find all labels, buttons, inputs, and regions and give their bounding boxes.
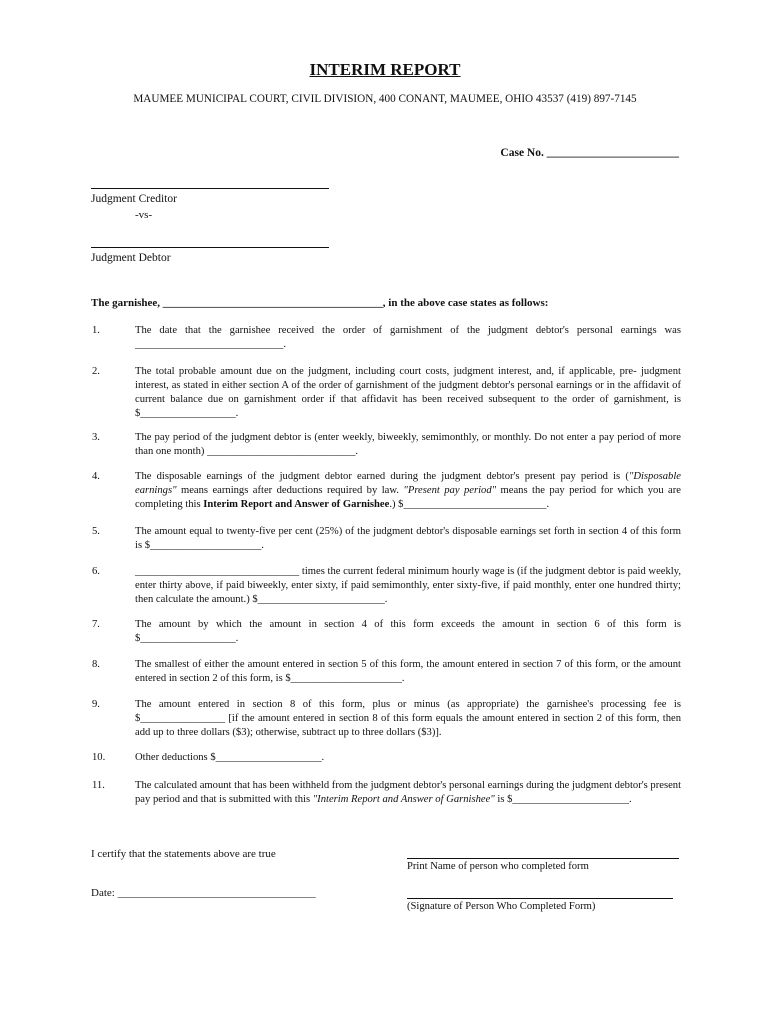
judgment-debtor-input-line[interactable] — [91, 247, 329, 248]
document-title: INTERIM REPORT — [309, 60, 461, 79]
item-text[interactable] — [135, 565, 681, 607]
item-number: 4. — [92, 471, 100, 482]
item-number: 11. — [92, 780, 105, 791]
judgment-creditor-input-line[interactable] — [91, 188, 329, 189]
item-text-segment: means the pay period for which you are completing this — [135, 485, 681, 510]
item-text[interactable] — [135, 431, 681, 459]
item-text-segment: Other deductions $____________________. — [135, 752, 325, 763]
italic-term: "Interim Report and Answer of Garnishee" — [312, 794, 495, 805]
item-text-segment: The amount by which the amount in section 4 of this form exceeds the amount in section 6 of this form is $__________________. — [135, 619, 681, 644]
print-name-input-line[interactable] — [407, 858, 679, 859]
bold-term: Interim Report and Answer of Garnishee — [203, 499, 390, 510]
item-number: 1. — [92, 325, 100, 336]
item-text-segment: The disposable earnings of the judgment debtor earned during the judgment debtor's present pay period is ( — [135, 471, 629, 482]
item-text-segment: The calculated amount that has been withheld from the judgment debtor's personal earnings during the judgment debtor's present pay period and that is submitted with this — [135, 780, 682, 805]
item-number: 2. — [92, 366, 100, 377]
signature-label: (Signature of Person Who Completed Form) — [407, 901, 596, 912]
item-text-segment: The smallest of either the amount entered in section 5 of this form, the amount entered in section 7 of this form, or the amount entered in section 2 of this form, is $_____________________. — [135, 659, 681, 684]
item-text-segment: means earnings after deductions required by law. — [176, 485, 404, 496]
item-text-segment: is $______________________. — [494, 794, 632, 805]
item-text-segment: _______________________________ times the current federal minimum hourly wage is (if the judgment debtor is paid weekly, enter thirty above, if paid biweekly, enter sixty, if paid semimonthly, enter sixty-five, if paid monthly, enter one hundred thirty; then calculate the amount.) $________________________. — [135, 566, 681, 605]
item-number: 6. — [92, 566, 100, 577]
item-text-segment: The date that the garnishee received the order of garnishment of the judgment debtor's personal earnings was ____________________________. — [135, 325, 681, 350]
court-address-line: MAUMEE MUNICIPAL COURT, CIVIL DIVISION, 400 CONANT, MAUMEE, OHIO 43537 (419) 897-7145 — [133, 93, 637, 105]
item-number: 3. — [92, 432, 100, 443]
italic-term: "Disposable earnings" — [135, 471, 681, 496]
italic-term: "Present pay period" — [403, 485, 497, 496]
judgment-creditor-label: Judgment Creditor — [91, 193, 177, 205]
item-text-segment: The pay period of the judgment debtor is (enter weekly, biweekly, semimonthly, or monthly. Do not enter a pay period of more than one month) ____________________________. — [135, 432, 681, 457]
certification-statement: I certify that the statements above are true — [91, 848, 276, 860]
judgment-debtor-label: Judgment Debtor — [91, 252, 171, 264]
print-name-label: Print Name of person who completed form — [407, 861, 589, 872]
garnishee-statement[interactable]: The garnishee, ________________________________________, in the above case states as follows: — [91, 297, 549, 309]
item-text-segment: The amount entered in section 8 of this form, plus or minus (as appropriate) the garnishee's processing fee is $________________ [if the amount entered in section 8 of this form equals the amount entered in section 2 of this form, then add up to three dollars ($3); otherwise, subtract up to three dollars ($3)]. — [135, 699, 681, 738]
item-text[interactable] — [135, 618, 681, 646]
item-text[interactable] — [135, 470, 681, 512]
item-text-segment: The amount equal to twenty-five per cent (25%) of the judgment debtor's disposable earnings set forth in section 4 of this form is $_____________________. — [135, 526, 681, 551]
item-number: 9. — [92, 699, 100, 710]
item-text[interactable] — [135, 779, 681, 807]
item-number: 8. — [92, 659, 100, 670]
item-text[interactable] — [135, 658, 681, 686]
item-number: 10. — [92, 752, 106, 763]
versus-label: -vs- — [135, 209, 153, 221]
date-field[interactable]: Date: ____________________________________ — [91, 887, 316, 899]
item-text-segment: .) $___________________________. — [389, 499, 550, 510]
case-number-field[interactable]: Case No. _______________________ — [500, 147, 679, 159]
item-text[interactable] — [135, 324, 681, 352]
item-text[interactable] — [135, 365, 681, 421]
item-number: 5. — [92, 526, 100, 537]
item-text[interactable] — [135, 698, 681, 740]
item-text-segment: The total probable amount due on the judgment, including court costs, judgment interest, and, if applicable, pre- judgment interest, as stated in either section A of the order of garnishment of the judgment debtor's personal earnings or in the affidavit of current balance due on garnishment order if that affidavit has been received subsequent to the order of garnishment, is $__________________. — [135, 366, 681, 419]
signature-input-line[interactable] — [407, 898, 673, 899]
item-text[interactable] — [135, 751, 681, 765]
item-text[interactable] — [135, 525, 681, 553]
item-number: 7. — [92, 619, 100, 630]
